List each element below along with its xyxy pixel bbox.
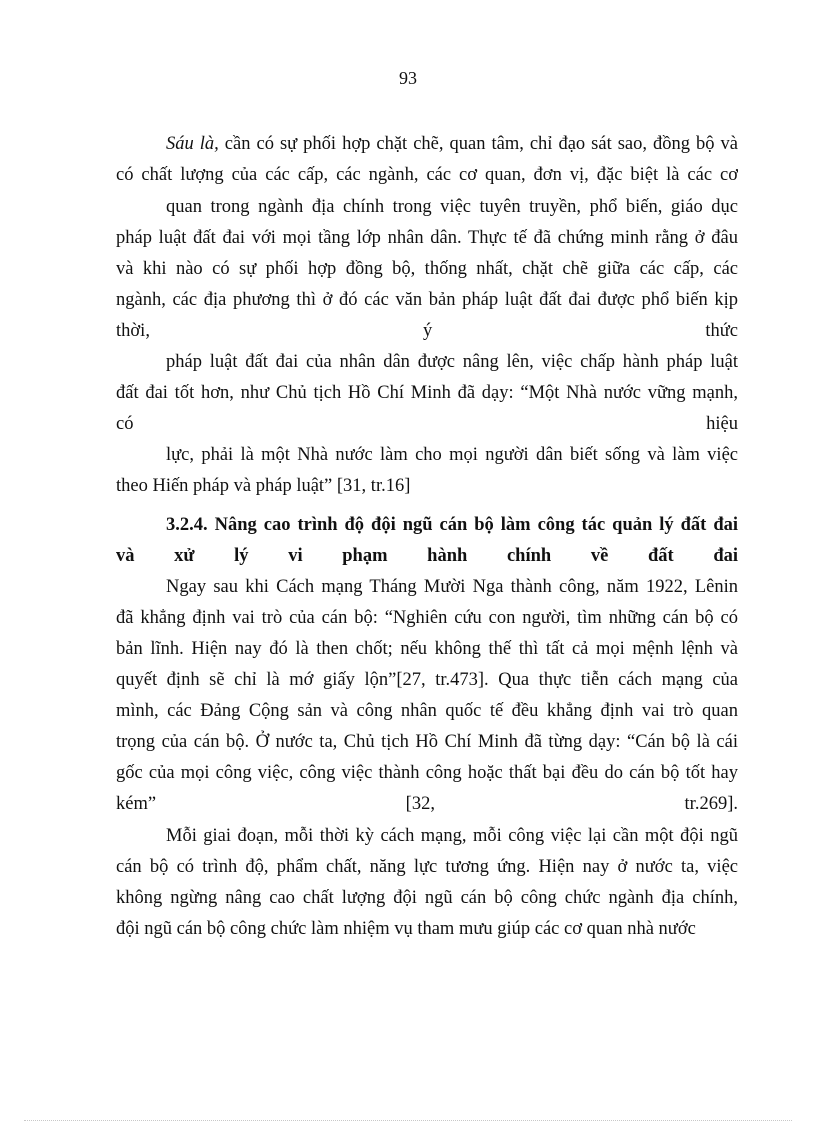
paragraph-line: đất đai tốt hơn, như Chủ tịch Hồ Chí Minh đã dạy: “Một Nhà nước vững mạnh, (116, 383, 738, 403)
paragraph-line: đã khẳng định vai trò của cán bộ: “Nghiên cứu con người, tìm những cán bộ có (116, 608, 738, 628)
page-number: 93 (399, 68, 417, 88)
paragraph-line-spread: thời, ý thức (116, 321, 738, 341)
paragraph-line: pháp luật đất đai với mọi tầng lớp nhân dân. Thực tế đã chứng minh rằng ở đâu (116, 228, 738, 248)
paragraph-line: và khi nào có sự phối hợp đồng bộ, thống nhất, chặt chẽ giữa các cấp, các (116, 259, 738, 279)
paragraph-line: quan trong ngành địa chính trong việc tuyên truyền, phổ biến, giáo dục (166, 197, 738, 217)
section-heading: 3.2.4. Nâng cao trình độ đội ngũ cán bộ làm công tác quản lý đất đai (166, 515, 738, 535)
paragraph-line: quyết định sẽ chỉ là mớ giấy lộn”[27, tr.473]. Qua thực tiễn cách mạng của (116, 670, 738, 690)
paragraph-line: đội ngũ cán bộ công chức làm nhiệm vụ tham mưu giúp các cơ quan nhà nước (116, 919, 696, 939)
paragraph-line: bản lĩnh. Hiện nay đó là then chốt; nếu không thế thì tất cả mọi mệnh lệnh và (116, 639, 738, 659)
paragraph-line: ngành, các địa phương thì ở đó các văn bản pháp luật đất đai được phổ biến kịp (116, 290, 738, 310)
paragraph-line: lực, phải là một Nhà nước làm cho mọi người dân biết sống và làm việc (166, 445, 738, 465)
paragraph-line: Sáu là, cần có sự phối hợp chặt chẽ, quan tâm, chỉ đạo sát sao, đồng bộ và (166, 134, 738, 154)
paragraph-line: Mỗi giai đoạn, mỗi thời kỳ cách mạng, mỗi công việc lại cần một đội ngũ (166, 826, 738, 846)
lead-italic: Sáu là, (166, 134, 219, 154)
paragraph-line: Ngay sau khi Cách mạng Tháng Mười Nga thành công, năm 1922, Lênin (166, 577, 738, 597)
paragraph-line: pháp luật đất đai của nhân dân được nâng lên, việc chấp hành pháp luật (166, 352, 738, 372)
paragraph-line: theo Hiến pháp và pháp luật” [31, tr.16] (116, 476, 411, 496)
paragraph-line: có chất lượng của các cấp, các ngành, các cơ quan, đơn vị, đặc biệt là các cơ (116, 165, 738, 185)
paragraph-line: trọng của cán bộ. Ở nước ta, Chủ tịch Hồ Chí Minh đã từng dạy: “Cán bộ là cái (116, 732, 738, 752)
paragraph-line: gốc của mọi công việc, công việc thành công hoặc thất bại đều do cán bộ tốt hay (116, 763, 738, 783)
paragraph-line-spread: kém” [32, tr.269]. (116, 794, 738, 814)
page-bottom-rule (24, 1120, 792, 1121)
paragraph-line: mình, các Đảng Cộng sản và công nhân quốc tế đều khẳng định vai trò quan (116, 701, 738, 721)
section-heading-line-2: và xử lý vi phạm hành chính về đất đai (116, 546, 738, 566)
paragraph-line: không ngừng nâng cao chất lượng đội ngũ cán bộ công chức ngành địa chính, (116, 888, 738, 908)
paragraph-line-spread: có hiệu (116, 414, 738, 434)
paragraph-line: cán bộ có trình độ, phẩm chất, năng lực tương ứng. Hiện nay ở nước ta, việc (116, 857, 738, 877)
